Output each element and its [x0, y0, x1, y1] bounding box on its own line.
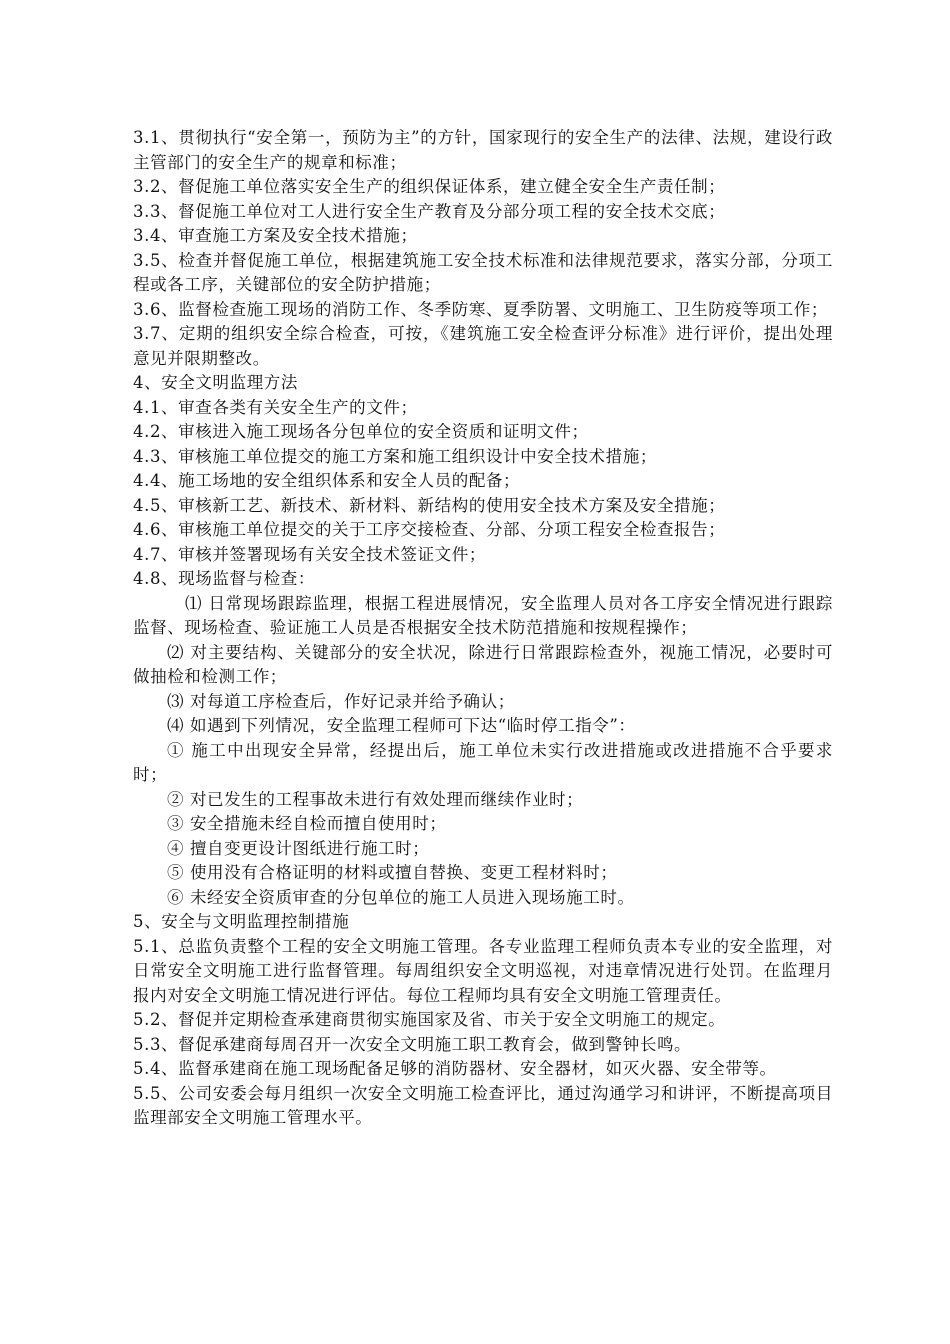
- paragraph: 3.5、检查并督促施工单位，根据建筑施工安全技术标准和法律规范要求，落实分部，分项工程或各工序，关键部位的安全防护措施；: [133, 250, 833, 294]
- paragraph: 4.8、现场监督与检查：: [133, 569, 315, 588]
- paragraph: 3.7、定期的组织安全综合检查，可按，《建筑施工安全检查评分标准》进行评价，提出处理意见并限期整改。: [133, 324, 833, 368]
- paragraph: ⑷ 如遇到下列情况，安全监理工程师可下达“临时停工指令”：: [167, 716, 636, 735]
- paragraph: 3.6、监督检查施工现场的消防工作、冬季防寒、夏季防署、文明施工、卫生防疫等项工作；: [133, 299, 828, 319]
- paragraph: ⑶ 对每道工序检查后，作好记录并给予确认；: [167, 691, 515, 711]
- paragraph: 5.1、总监负责整个工程的安全文明施工管理。各专业监理工程师负责本专业的安全监理，对日常安全文明施工进行监督管理。每周组织安全文明巡视，对违章情况进行处罚。在监理月报内对安全文明施工情况进行评估。每位工程师均具有安全文明施工管理责任。: [133, 936, 833, 1005]
- paragraph: ⑴ 日常现场跟踪监理，根据工程进展情况，安全监理人员对各工序安全情况进行跟踪监督、现场检查、验证施工人员是否根据安全技术防范措施和按规程操作；: [133, 593, 833, 637]
- paragraph: 5、安全与文明监理控制措施: [133, 912, 350, 931]
- paragraph: 4.2、审核进入施工现场各分包单位的安全资质和证明文件；: [133, 422, 589, 441]
- paragraph: 4.4、施工场地的安全组织体系和安全人员的配备；: [133, 471, 521, 490]
- paragraph: ② 对已发生的工程事故未进行有效处理而继续作业时；: [167, 789, 584, 809]
- paragraph: ⑥ 未经安全资质审查的分包单位的施工人员进入现场施工时。: [167, 887, 635, 907]
- paragraph: ③ 安全措施未经自检而擅自使用时；: [167, 814, 447, 833]
- paragraph: ⑵ 对主要结构、关键部分的安全状况，除进行日常跟踪检查外，视施工情况，必要时可做抽检和检测工作；: [133, 642, 833, 686]
- paragraph: 4.5、审核新工艺、新技术、新材料、新结构的使用安全技术方案及安全措施；: [133, 495, 726, 515]
- paragraph: 5.4、监督承建商在施工现场配备足够的消防器材、安全器材，如灭火器、安全带等。: [133, 1059, 777, 1078]
- paragraph: 4.6、审核施工单位提交的关于工序交接检查、分部、分项工程安全检查报告；: [133, 520, 726, 539]
- paragraph: 5.2、督促并定期检查承建商贯彻实施国家及省、市关于安全文明施工的规定。: [133, 1010, 726, 1029]
- paragraph: 4.7、审核并签署现场有关安全技术签证文件；: [133, 544, 486, 564]
- paragraph: 5.3、督促承建商每周召开一次安全文明施工职工教育会，做到警钟长鸣。: [133, 1034, 692, 1054]
- paragraph: ① 施工中出现安全异常，经提出后，施工单位未实行改进措施或改进措施不合乎要求时；: [133, 740, 833, 784]
- paragraph: 3.1、贯彻执行“安全第一，预防为主”的方针，国家现行的安全生产的法律、法规，建设行政主管部门的安全生产的规章和标准；: [133, 128, 833, 172]
- paragraph: 4、安全文明监理方法: [133, 373, 298, 392]
- paragraph: 5.5、公司安委会每月组织一次安全文明施工检查评比，通过沟通学习和讲评，不断提高项目监理部安全文明施工管理水平。: [133, 1083, 833, 1127]
- paragraph: ④ 擅自变更设计图纸进行施工时；: [167, 838, 430, 858]
- paragraph: 3.3、督促施工单位对工人进行安全生产教育及分部分项工程的安全技术交底；: [133, 201, 726, 221]
- document-page: [133, 126, 833, 1131]
- paragraph: 4.3、审核施工单位提交的施工方案和施工组织设计中安全技术措施；: [133, 446, 657, 466]
- paragraph: 3.2、督促施工单位落实安全生产的组织保证体系，建立健全安全生产责任制；: [133, 177, 726, 196]
- paragraph: ⑤ 使用没有合格证明的材料或擅自替换、变更工程材料时；: [167, 863, 618, 882]
- paragraph: 3.4、审查施工方案及安全技术措施；: [133, 226, 418, 245]
- paragraph: 4.1、审查各类有关安全生产的文件；: [133, 397, 418, 417]
